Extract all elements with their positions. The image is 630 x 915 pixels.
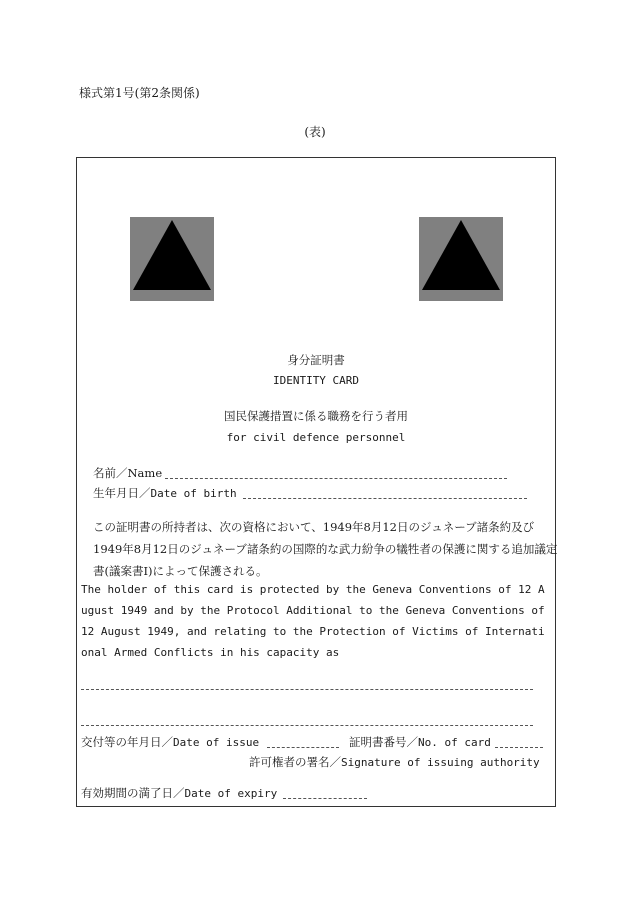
issue-date-label-en: Date of issue bbox=[173, 736, 260, 749]
issue-date-label bbox=[81, 734, 259, 750]
signature-label bbox=[249, 754, 540, 770]
side-label: (表) bbox=[304, 125, 326, 139]
expiry-date-field[interactable] bbox=[283, 798, 367, 799]
name-label: 名前／Name bbox=[93, 466, 163, 480]
expiry-date-label bbox=[81, 785, 277, 801]
body-text-en: The holder of this card is protected by the Geneva Conventions of 12 August 1949 and by the Protocol Additional to the Geneva Conventions of 12 August 1949, and relating to the Protection of Victims of International Armed Conflicts in his capacity as bbox=[81, 583, 545, 659]
dob-label-en: Date of birth bbox=[150, 487, 237, 500]
expiry-date-label-ja: 有効期間の満了日／ bbox=[81, 786, 185, 800]
card-title-ja: 身分証明書 bbox=[287, 353, 345, 367]
card-number-label-ja: 証明書番号／ bbox=[349, 735, 418, 749]
signature-label-ja: 許可権者の署名／ bbox=[249, 755, 341, 769]
card-number-field[interactable] bbox=[495, 747, 543, 748]
issue-date-field[interactable] bbox=[267, 747, 339, 748]
dob-label bbox=[93, 485, 237, 501]
name-field[interactable] bbox=[165, 478, 507, 479]
card-title-en: IDENTITY CARD bbox=[272, 374, 360, 387]
issue-date-label-ja: 交付等の年月日／ bbox=[81, 735, 173, 749]
form-number: 様式第1号(第2条関係) bbox=[79, 86, 200, 100]
triangle-icon bbox=[133, 220, 211, 290]
card-subtitle-ja: 国民保護措置に係る職務を行う者用 bbox=[224, 409, 408, 423]
dob-field[interactable] bbox=[243, 498, 527, 499]
identity-card bbox=[76, 157, 556, 807]
civil-defence-emblem-right bbox=[419, 217, 503, 301]
triangle-icon bbox=[422, 220, 500, 290]
card-number-label bbox=[349, 734, 491, 750]
civil-defence-emblem-left bbox=[130, 217, 214, 301]
capacity-field-line-2[interactable] bbox=[81, 725, 533, 726]
capacity-field-line-1[interactable] bbox=[81, 689, 533, 690]
card-subtitle-en: for civil defence personnel bbox=[226, 431, 406, 444]
card-number-label-en: No. of card bbox=[418, 736, 491, 749]
body-text-ja: この証明書の所持者は、次の資格において、1949年8月12日のジュネーブ諸条約及び1949年8月12日のジュネーブ諸条約の国際的な武力紛争の犠牲者の保護に関する追加議定書(議案書Ⅰ)によって保護される。 bbox=[93, 520, 558, 578]
expiry-date-label-en: Date of expiry bbox=[184, 787, 278, 800]
signature-label-en: Signature of issuing authority bbox=[341, 756, 540, 769]
dob-label-ja: 生年月日／ bbox=[93, 486, 151, 500]
